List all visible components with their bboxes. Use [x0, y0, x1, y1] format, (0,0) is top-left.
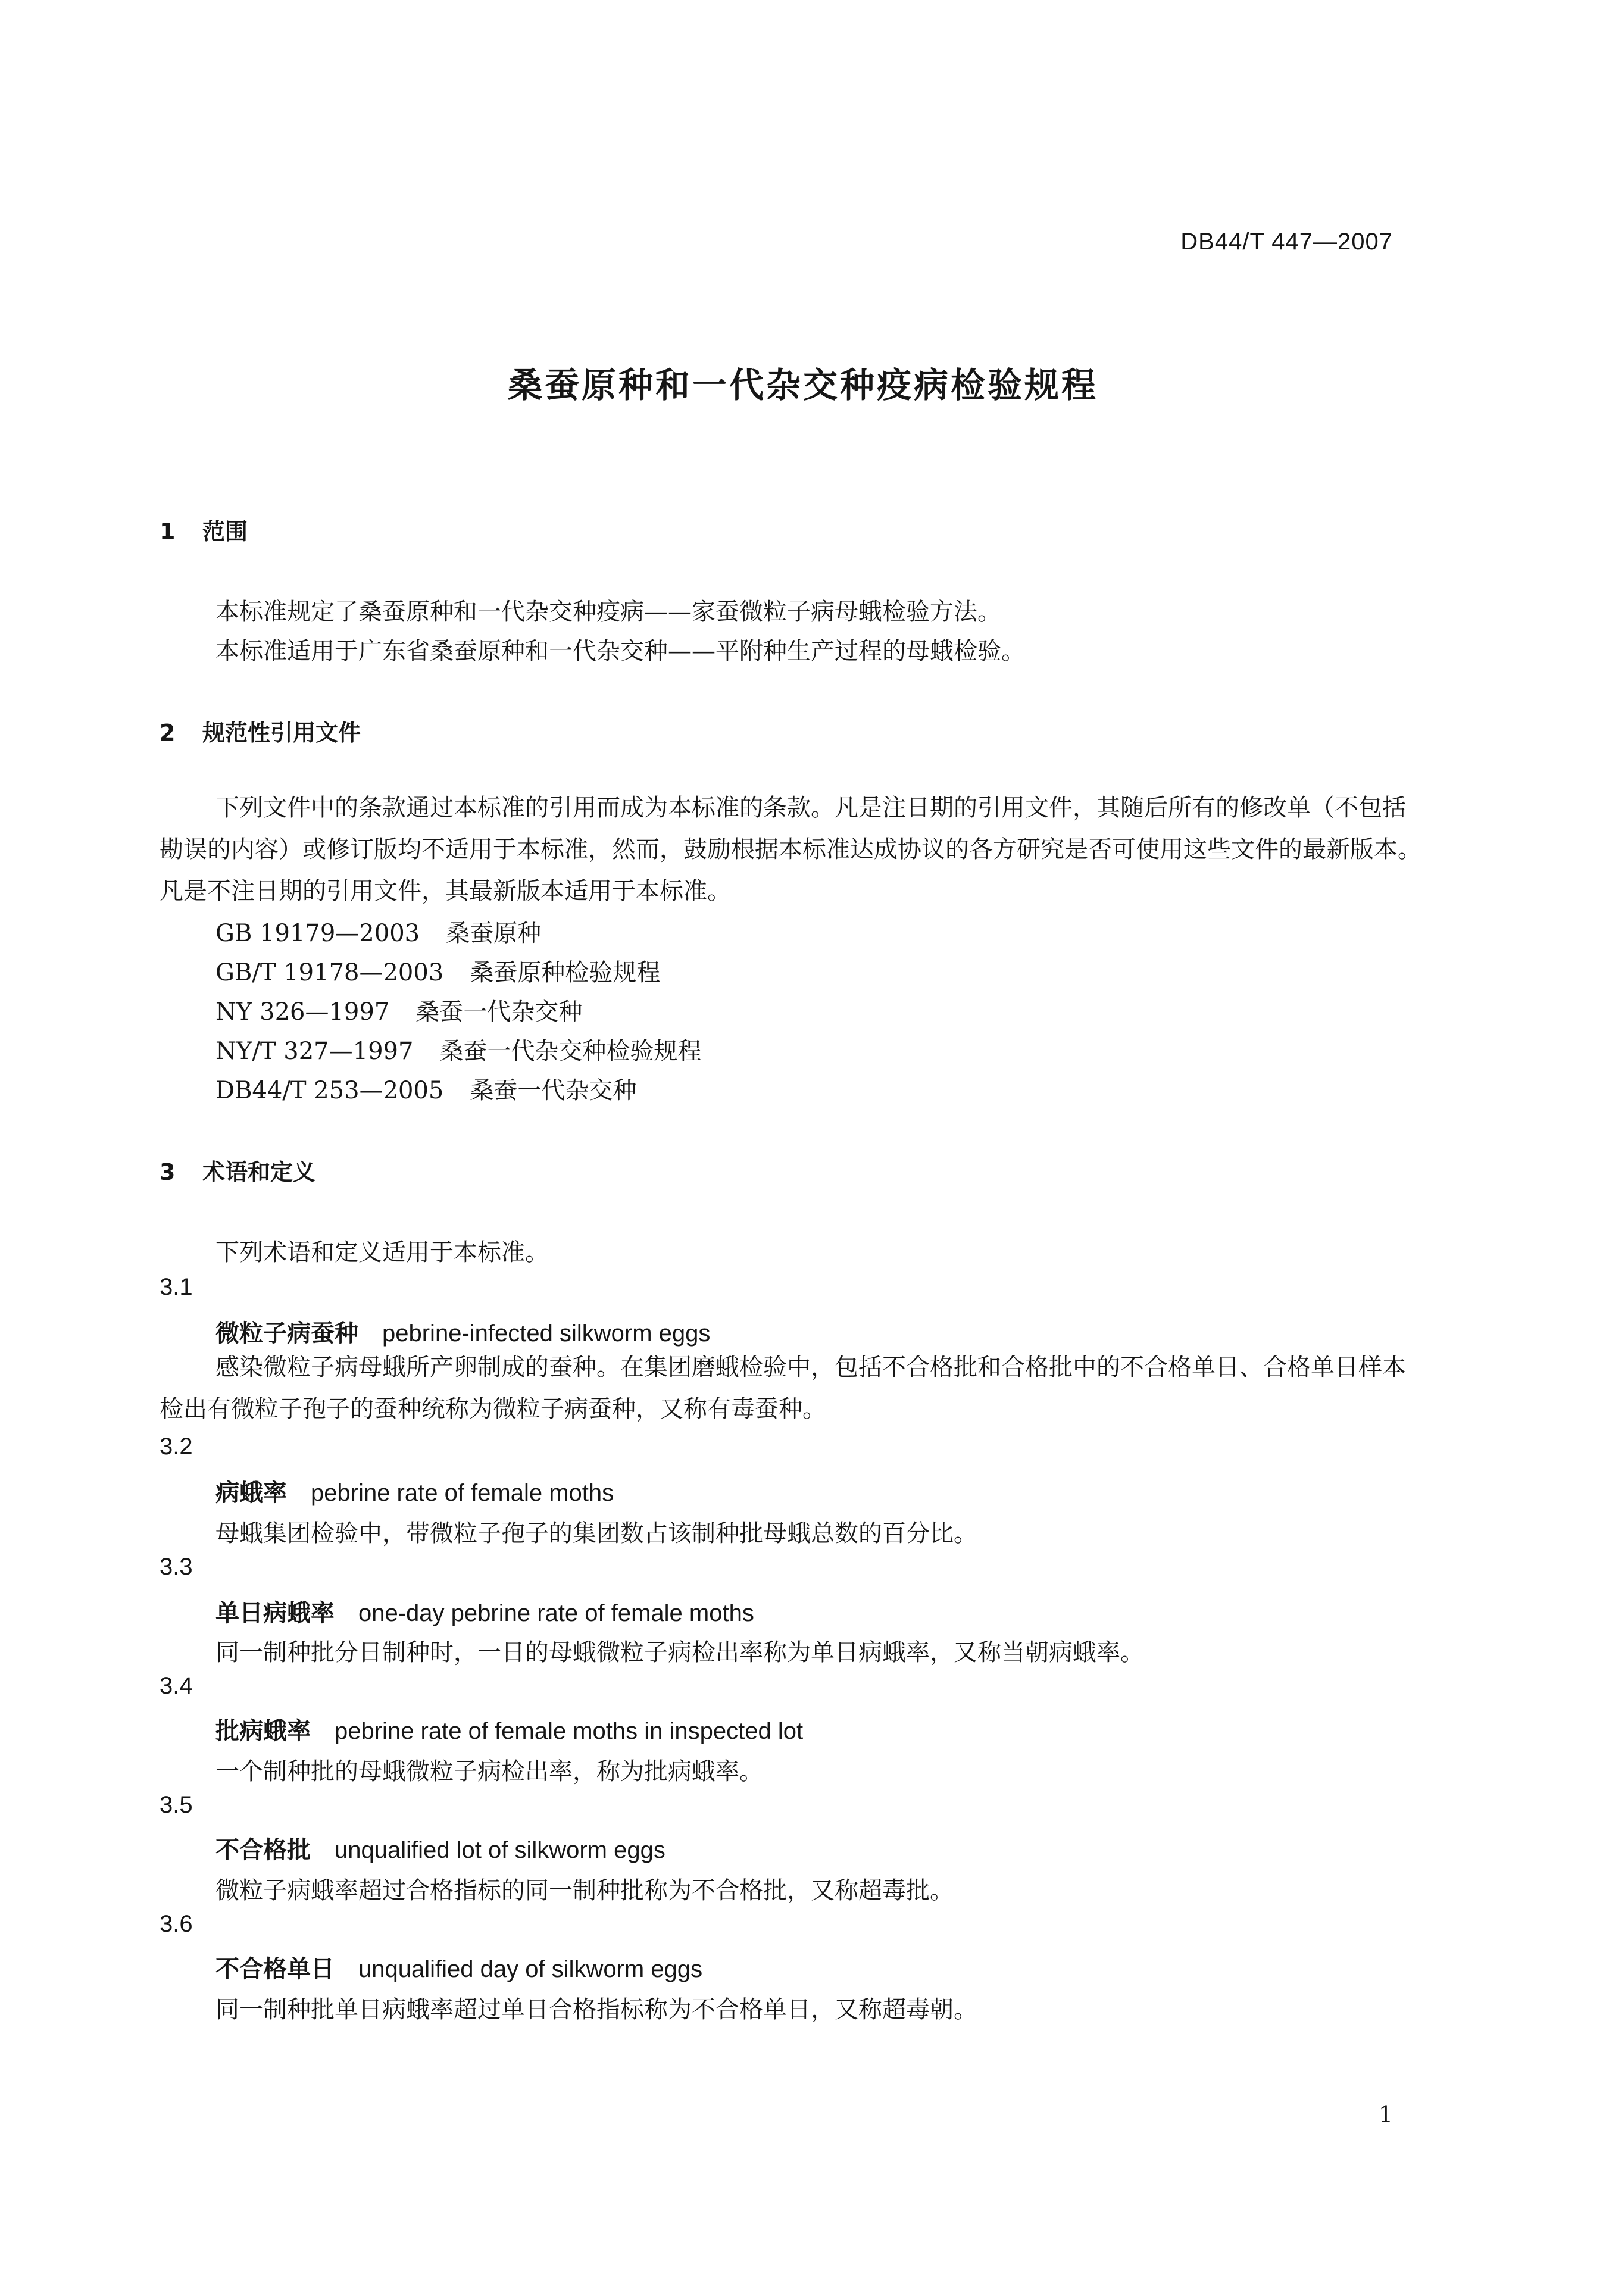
- term-en: one-day pebrine rate of female moths: [358, 1600, 754, 1626]
- reference-item: [215, 954, 660, 988]
- section-title: 规范性引用文件: [202, 720, 361, 746]
- reference-code: GB 19179—2003: [215, 920, 420, 947]
- term-en: unqualified day of silkworm eggs: [358, 1956, 703, 1982]
- reference-code: GB/T 19178—2003: [215, 959, 444, 986]
- normative-refs-intro: 下列文件中的条款通过本标准的引用而成为本标准的条款。凡是注日期的引用文件，其随后所有的修改单（不包括勘误的内容）或修订版均不适用于本标准，然而，鼓励根据本标准达成协议的各方研究是否可使用这些文件的最新版本。凡是不注日期的引用文件，其最新版本适用于本标准。: [160, 794, 1421, 905]
- reference-item: [215, 1072, 636, 1105]
- term-zh: 不合格批: [215, 1836, 311, 1864]
- document-title: 桑蚕原种和一代杂交种疫病检验规程: [507, 365, 1098, 405]
- clause-number: 3.2: [160, 1433, 193, 1460]
- scope-line-2: 本标准适用于广东省桑蚕原种和一代杂交种——平附种生产过程的母蛾检验。: [215, 638, 1025, 665]
- term-definition: 一个制种批的母蛾微粒子病检出率，称为批病蛾率。: [215, 1758, 763, 1785]
- section-heading-scope: [160, 513, 248, 546]
- reference-name: 桑蚕原种: [446, 920, 542, 947]
- reference-item: [215, 993, 582, 1027]
- page-number: 1: [1378, 2101, 1393, 2128]
- scope-line-1: 本标准规定了桑蚕原种和一代杂交种疫病——家蚕微粒子病母蛾检验方法。: [215, 598, 1001, 626]
- section-title: 术语和定义: [202, 1159, 316, 1185]
- term-heading: [215, 1594, 754, 1628]
- reference-item: [215, 914, 541, 948]
- reference-name: 桑蚕一代杂交种: [415, 998, 583, 1026]
- reference-item: [215, 1032, 701, 1066]
- clause-number: 3.4: [160, 1673, 193, 1699]
- reference-code: NY 326—1997: [215, 998, 390, 1026]
- clause-number: 3.3: [160, 1554, 193, 1580]
- section-number: 1: [160, 518, 176, 545]
- term-heading: [215, 1712, 803, 1746]
- clause-number: 3.5: [160, 1792, 193, 1818]
- section-heading-normative-refs: [160, 714, 361, 747]
- reference-name: 桑蚕原种检验规程: [470, 959, 661, 986]
- term-en: pebrine-infected silkworm eggs: [382, 1320, 711, 1347]
- section-number: 3: [160, 1159, 176, 1185]
- term-en: unqualified lot of silkworm eggs: [335, 1837, 665, 1863]
- term-en: pebrine rate of female moths in inspected lot: [335, 1718, 804, 1744]
- clause-number: 3.1: [160, 1274, 193, 1300]
- term-definition: 同一制种批单日病蛾率超过单日合格指标称为不合格单日，又称超毒朝。: [215, 1996, 977, 2023]
- reference-name: 桑蚕一代杂交种: [470, 1077, 637, 1104]
- term-zh: 不合格单日: [215, 1955, 335, 1983]
- section-title: 范围: [202, 518, 248, 545]
- term-definition: 母蛾集团检验中，带微粒子孢子的集团数占该制种批母蛾总数的百分比。: [215, 1520, 977, 1547]
- reference-name: 桑蚕一代杂交种检验规程: [439, 1038, 702, 1065]
- term-zh: 微粒子病蚕种: [215, 1320, 358, 1347]
- term-definition: 微粒子病蛾率超过合格指标的同一制种批称为不合格批，又称超毒批。: [215, 1877, 954, 1904]
- section-number: 2: [160, 720, 176, 746]
- term-definition: 感染微粒子病母蛾所产卵制成的蚕种。在集团磨蛾检验中，包括不合格批和合格批中的不合格单日、合格单日样本检出有微粒子孢子的蚕种统称为微粒子病蚕种，又称有毒蚕种。: [160, 1354, 1406, 1423]
- term-zh: 单日病蛾率: [215, 1600, 335, 1627]
- term-zh: 病蛾率: [215, 1479, 287, 1507]
- term-en: pebrine rate of female moths: [311, 1480, 614, 1506]
- document-number: DB44/T 447—2007: [1180, 229, 1393, 255]
- reference-code: NY/T 327—1997: [215, 1038, 414, 1065]
- term-heading: [215, 1950, 702, 1984]
- term-heading: [215, 1831, 665, 1865]
- section-heading-terms: [160, 1154, 315, 1186]
- terms-intro: 下列术语和定义适用于本标准。: [215, 1239, 549, 1266]
- term-zh: 批病蛾率: [215, 1717, 311, 1745]
- term-definition: 同一制种批分日制种时，一日的母蛾微粒子病检出率称为单日病蛾率，又称当朝病蛾率。: [215, 1639, 1144, 1666]
- term-heading: [215, 1314, 710, 1348]
- reference-code: DB44/T 253—2005: [215, 1077, 444, 1104]
- clause-number: 3.6: [160, 1911, 193, 1937]
- term-heading: [215, 1474, 614, 1508]
